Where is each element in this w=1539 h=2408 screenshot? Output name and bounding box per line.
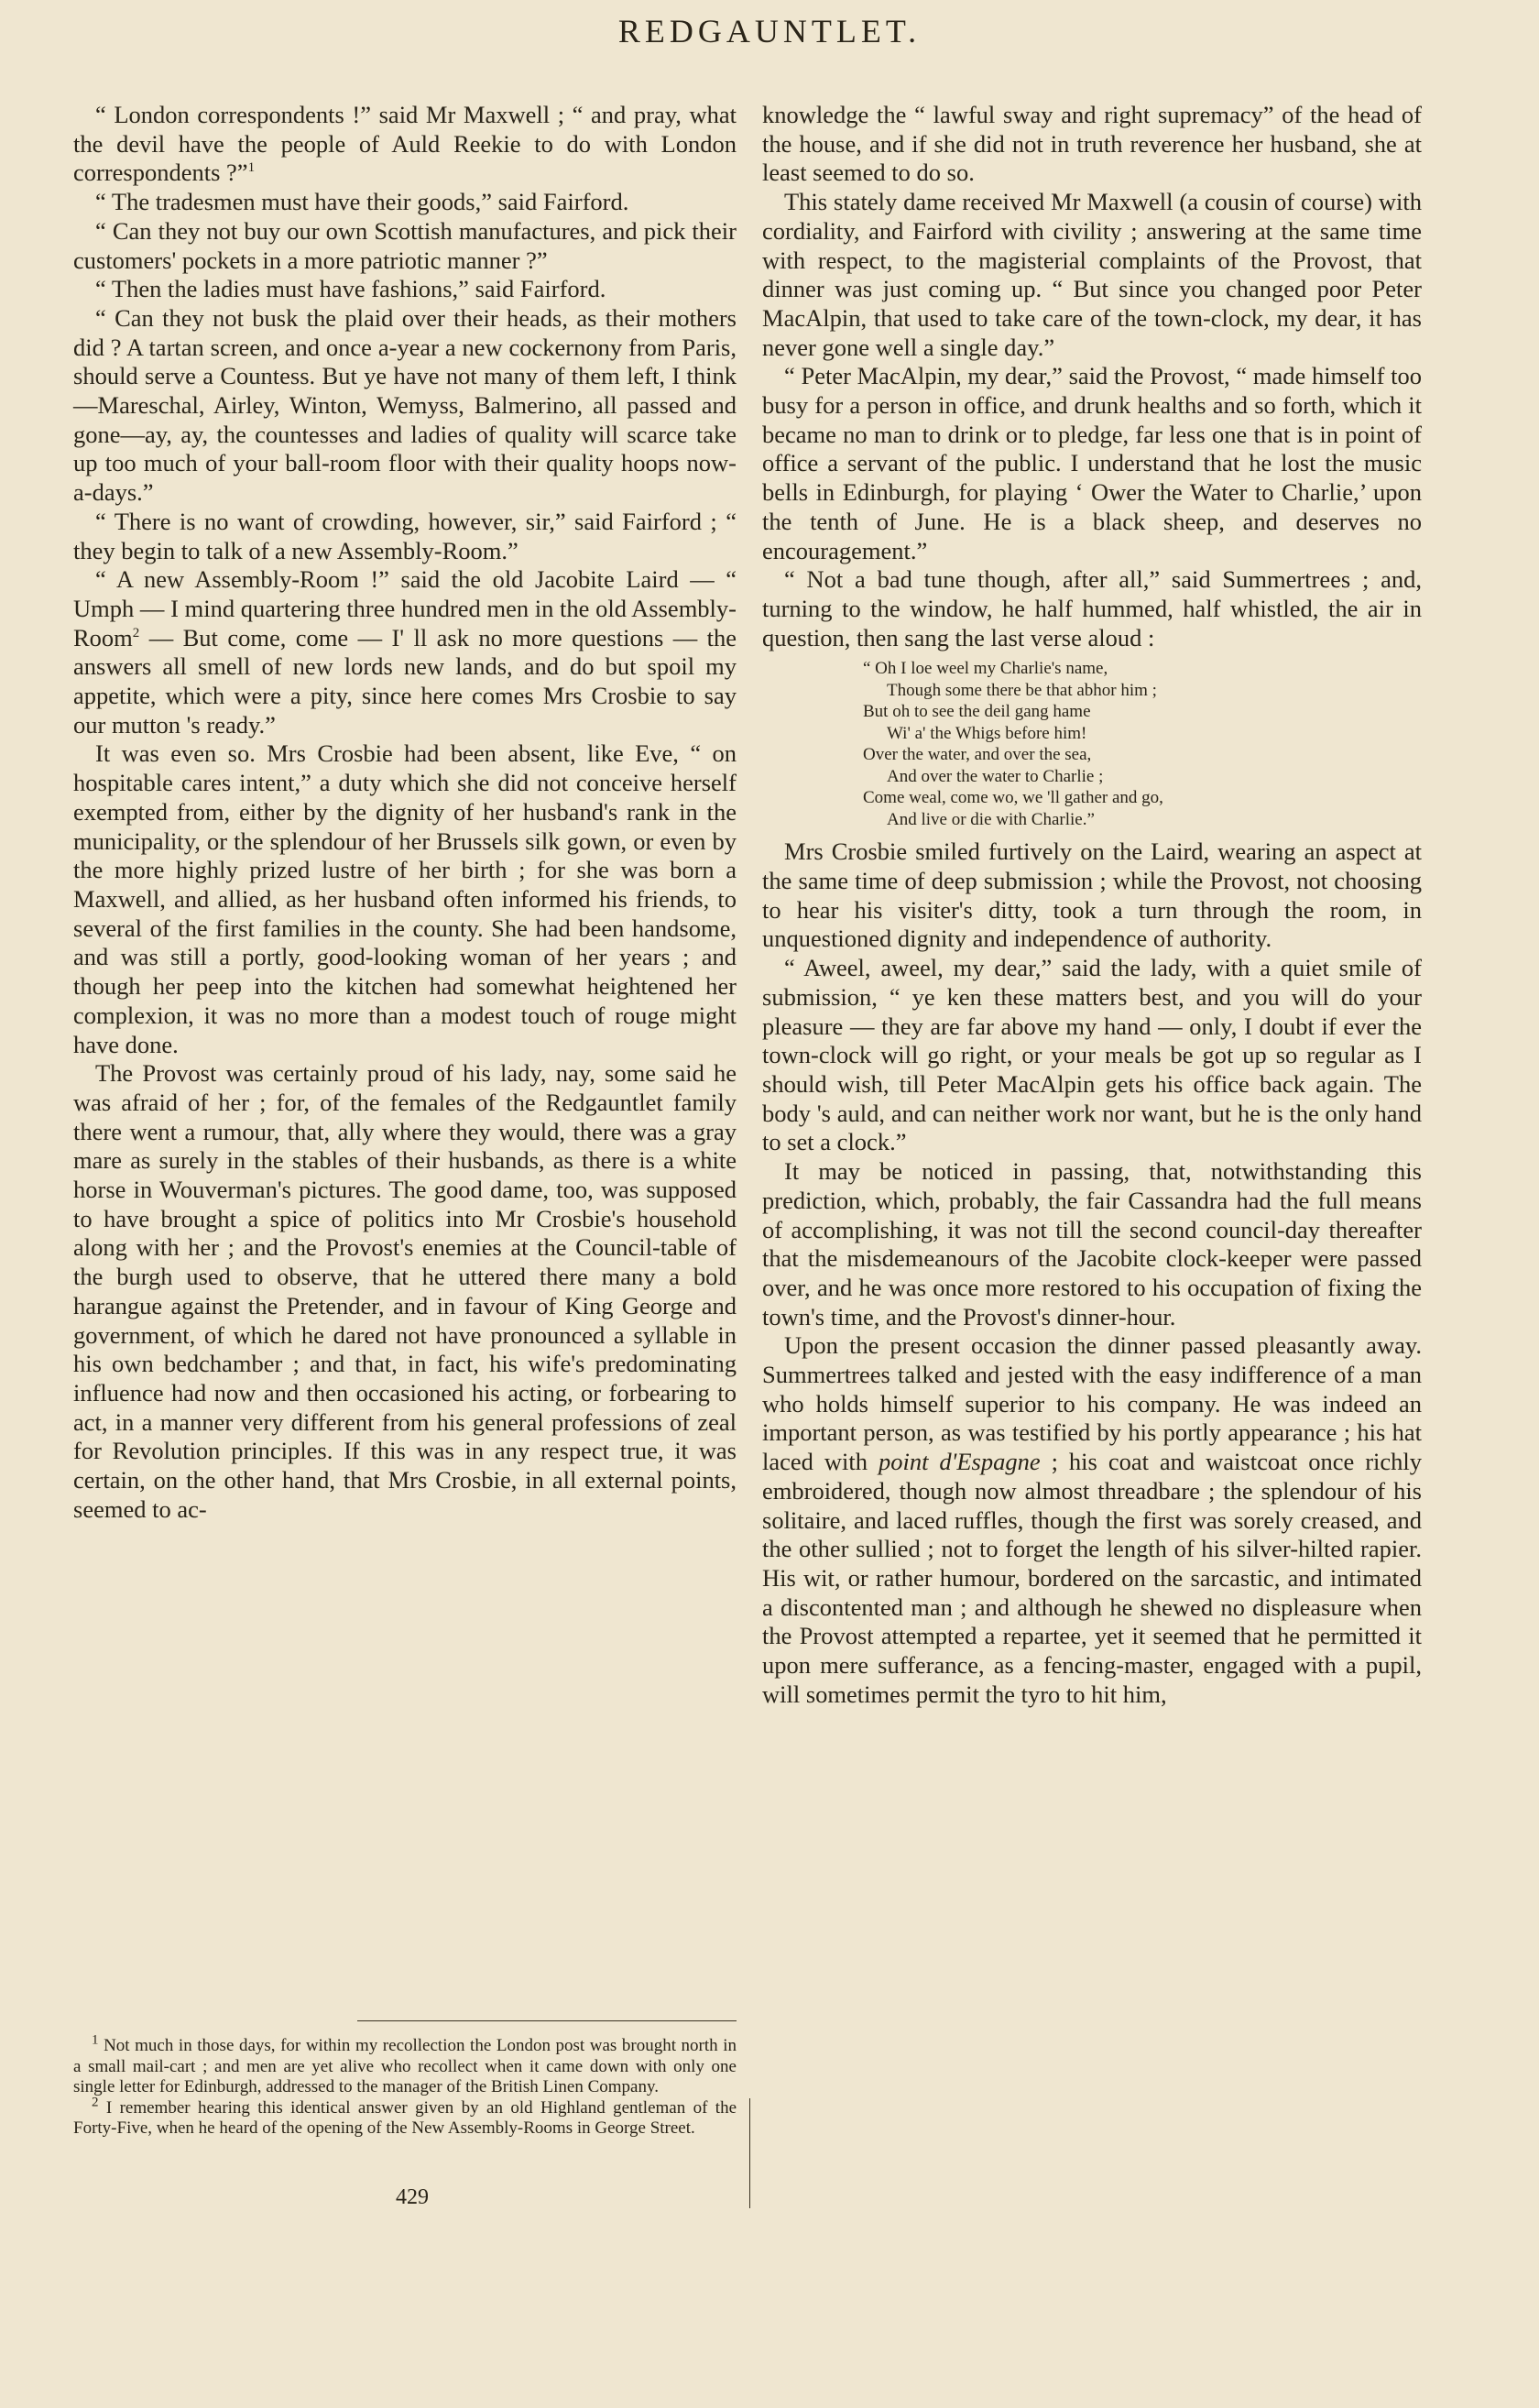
paragraph: It was even so. Mrs Crosbie had been absent, like Eve, “ on hospitable cares intent,” a duty which she did not conceive herself exempted from, either by the dignity of her husband's rank in the municipality, or the splendour of her Brussels silk gown, or even by the more highly prized lustre of her birth ; for she was born a Maxwell, and allied, as her husband often informed his friends, to several of the first families in the county. She had been handsome, and was still a portly, good-looking woman of her years ; and though her peep into the kitchen had somewhat heightened her complexion, it was no more than a modest touch of rouge might have done. bbox=[73, 739, 737, 1058]
verse-line: Wi' a' the Whigs before him! bbox=[887, 723, 1087, 743]
verse-line: Come weal, come wo, we 'll gather and go, bbox=[863, 788, 1163, 808]
column-divider bbox=[749, 2098, 750, 2208]
running-title: REDGAUNTLET. bbox=[617, 13, 922, 49]
paragraph: “ Peter MacAlpin, my dear,” said the Provost, “ made himself too busy for a person in office, and drunk healths and so forth, which it became no man to drink or to pledge, far less one that is in point of office a servant of the public. I understand that he lost the music bells in Edinburgh, for playing ‘ Ower the Water to Charlie,’ upon the tenth of June. He is a black sheep, and deserves no encouragement.” bbox=[762, 362, 1422, 564]
song-verse bbox=[762, 658, 1422, 830]
page-number: 429 bbox=[396, 2185, 429, 2209]
paragraph: This stately dame received Mr Maxwell (a cousin of course) with cordiality, and Fairford with civility ; answering at the same time with respect, to the magisterial complaints of the Provost, that dinner was just coming up. “ But since you changed poor Peter MacAlpin, that used to take care of the town-clock, my dear, it has never gone well a single day.” bbox=[762, 188, 1422, 361]
paragraph: “ London correspondents !” said Mr Maxwell ; “ and pray, what the devil have the people of Auld Reekie to do with London correspondents ?”$^1$ bbox=[73, 101, 737, 187]
verse-line: But oh to see the deil gang hame bbox=[863, 702, 1091, 722]
paragraph: Upon the present occasion the dinner passed pleasantly away. Summertrees talked and jested with the easy indifference of a man who holds himself superior to his company. He was indeed an important person, as was testified by his portly appearance ; his hat laced with point d'Espagne ; his coat and waistcoat once richly embroidered, though now almost threadbare ; the splendour of his solitaire, and laced ruffles, though the first was sorely creased, and the other sullied ; not to forget the length of his silver-hilted rapier. His wit, or rather humour, bordered on the sarcastic, and intimated a discontented man ; and although he shewed no displeasure when the Provost attempted a repartee, yet it seemed that he permitted it upon mere sufferance, as a fencing-master, engaged with a pupil, will sometimes permit the tyro to hit him, bbox=[762, 1331, 1423, 1708]
footnote-rule bbox=[357, 2020, 737, 2021]
footnotes bbox=[73, 2032, 737, 2140]
right-column bbox=[762, 101, 1422, 1709]
paragraph: “ Aweel, aweel, my dear,” said the lady, with a quiet smile of submission, “ ye ken these matters best, and you will do your pleasure — they are far above my hand — only, I doubt if ever the town-clock will go right, or your meals be got up so regular as I should wish, till Peter MacAlpin gets his office back again. The body 's auld, and can neither work nor want, but he is the only hand to set a clock.” bbox=[762, 954, 1422, 1156]
paragraph: “ There is no want of crowding, however, sir,” said Fairford ; “ they begin to talk of a new Assembly-Room.” bbox=[73, 507, 737, 564]
paragraph: “ Then the ladies must have fashions,” said Fairford. bbox=[95, 275, 606, 303]
verse-line: And live or die with Charlie.” bbox=[887, 809, 1095, 829]
paragraph: It may be noticed in passing, that, notwithstanding this prediction, which, probably, the fair Cassandra had the full means of accomplishing, it was not till the second council-day thereafter that the misdemeanours of the Jacobite clock-keeper were passed over, and he was once more restored to his occupation of fixing the town's time, and the Provost's dinner-hour. bbox=[762, 1157, 1422, 1330]
left-column bbox=[73, 101, 737, 1524]
paragraph: The Provost was certainly proud of his lady, nay, some said he was afraid of her ; for, of the females of the Redgauntlet family there went a rumour, that, ally where they would, there was a gray mare as surely in the stables of their husbands, as there is a white horse in Wouverman's pictures. The good dame, too, was supposed to have brought a spice of politics into Mr Crosbie's household along with her ; and the Provost's enemies at the Council-table of the burgh used to observe, that he uttered there many a bold harangue against the Pretender, and in favour of King George and government, of which he dared not have pronounced a syllable in his own bedchamber ; and that, in fact, his wife's predominating influence had now and then occasioned his acting, or forbearing to act, in a manner very different from his general professions of zeal for Revolution principles. If this was in any respect true, it was certain, on the other hand, that Mrs Crosbie, in all external points, seemed to ac- bbox=[73, 1059, 737, 1523]
footnote: $^1$ Not much in those days, for within my recollection the London post was brought north in a small mail-cart ; and men are yet alive who recollect when it came down with only one single letter for Edinburgh, addressed to the manager of the British Linen Company. bbox=[73, 2032, 737, 2096]
verse-line: Over the water, and over the sea, bbox=[863, 745, 1092, 765]
paragraph: Mrs Crosbie smiled furtively on the Laird, wearing an aspect at the same time of deep submission ; while the Provost, not choosing to hear his visiter's ditty, took a turn through the room, in unquestioned dignity and independence of authority. bbox=[762, 837, 1422, 953]
paragraph: “ A new Assembly-Room !” said the old Jacobite Laird — “ Umph — I mind quartering three hundred men in the old Assembly-Room$^2$ — But come, come — I' ll ask no more questions — the answers all smell of new lords new lands, and do but spoil my appetite, which were a pity, since here comes Mrs Crosbie to say our mutton 's ready.” bbox=[73, 565, 737, 739]
footnote-ref: 1 bbox=[247, 160, 256, 176]
paragraph: “ Can they not buy our own Scottish manufactures, and pick their customers' pockets in a more patriotic manner ?” bbox=[73, 216, 737, 274]
verse-line: “ Oh I loe weel my Charlie's name, bbox=[863, 659, 1108, 679]
footnote-ref: 2 bbox=[132, 625, 140, 640]
verse-line: Though some there be that abhor him ; bbox=[887, 680, 1157, 700]
paragraph: knowledge the “ lawful sway and right supremacy” of the head of the house, and if she did not in truth reverence her husband, she at least seemed to do so. bbox=[762, 101, 1422, 187]
paragraph: “ Not a bad tune though, after all,” said Summertrees ; and, turning to the window, he half hummed, half whistled, the air in question, then sang the last verse aloud : bbox=[762, 565, 1422, 651]
paragraph: “ Can they not busk the plaid over their heads, as their mothers did ? A tartan screen, and once a-year a new cockernony from Paris, should serve a Countess. But ye have not many of them left, I think—Mareschal, Airley, Winton, Wemyss, Balmerino, all passed and gone—ay, ay, the countesses and ladies of quality will scarce take up too much of your ball-room floor with their quality hoops now-a-days.” bbox=[73, 303, 737, 507]
footnote: $^2$ I remember hearing this identical answer given by an old Highland gentleman of the Forty-Five, when he heard of the opening of the New Assembly-Rooms in George Street. bbox=[73, 2095, 737, 2138]
paragraph: “ The tradesmen must have their goods,” said Fairford. bbox=[95, 188, 629, 216]
verse-line: And over the water to Charlie ; bbox=[887, 766, 1104, 786]
